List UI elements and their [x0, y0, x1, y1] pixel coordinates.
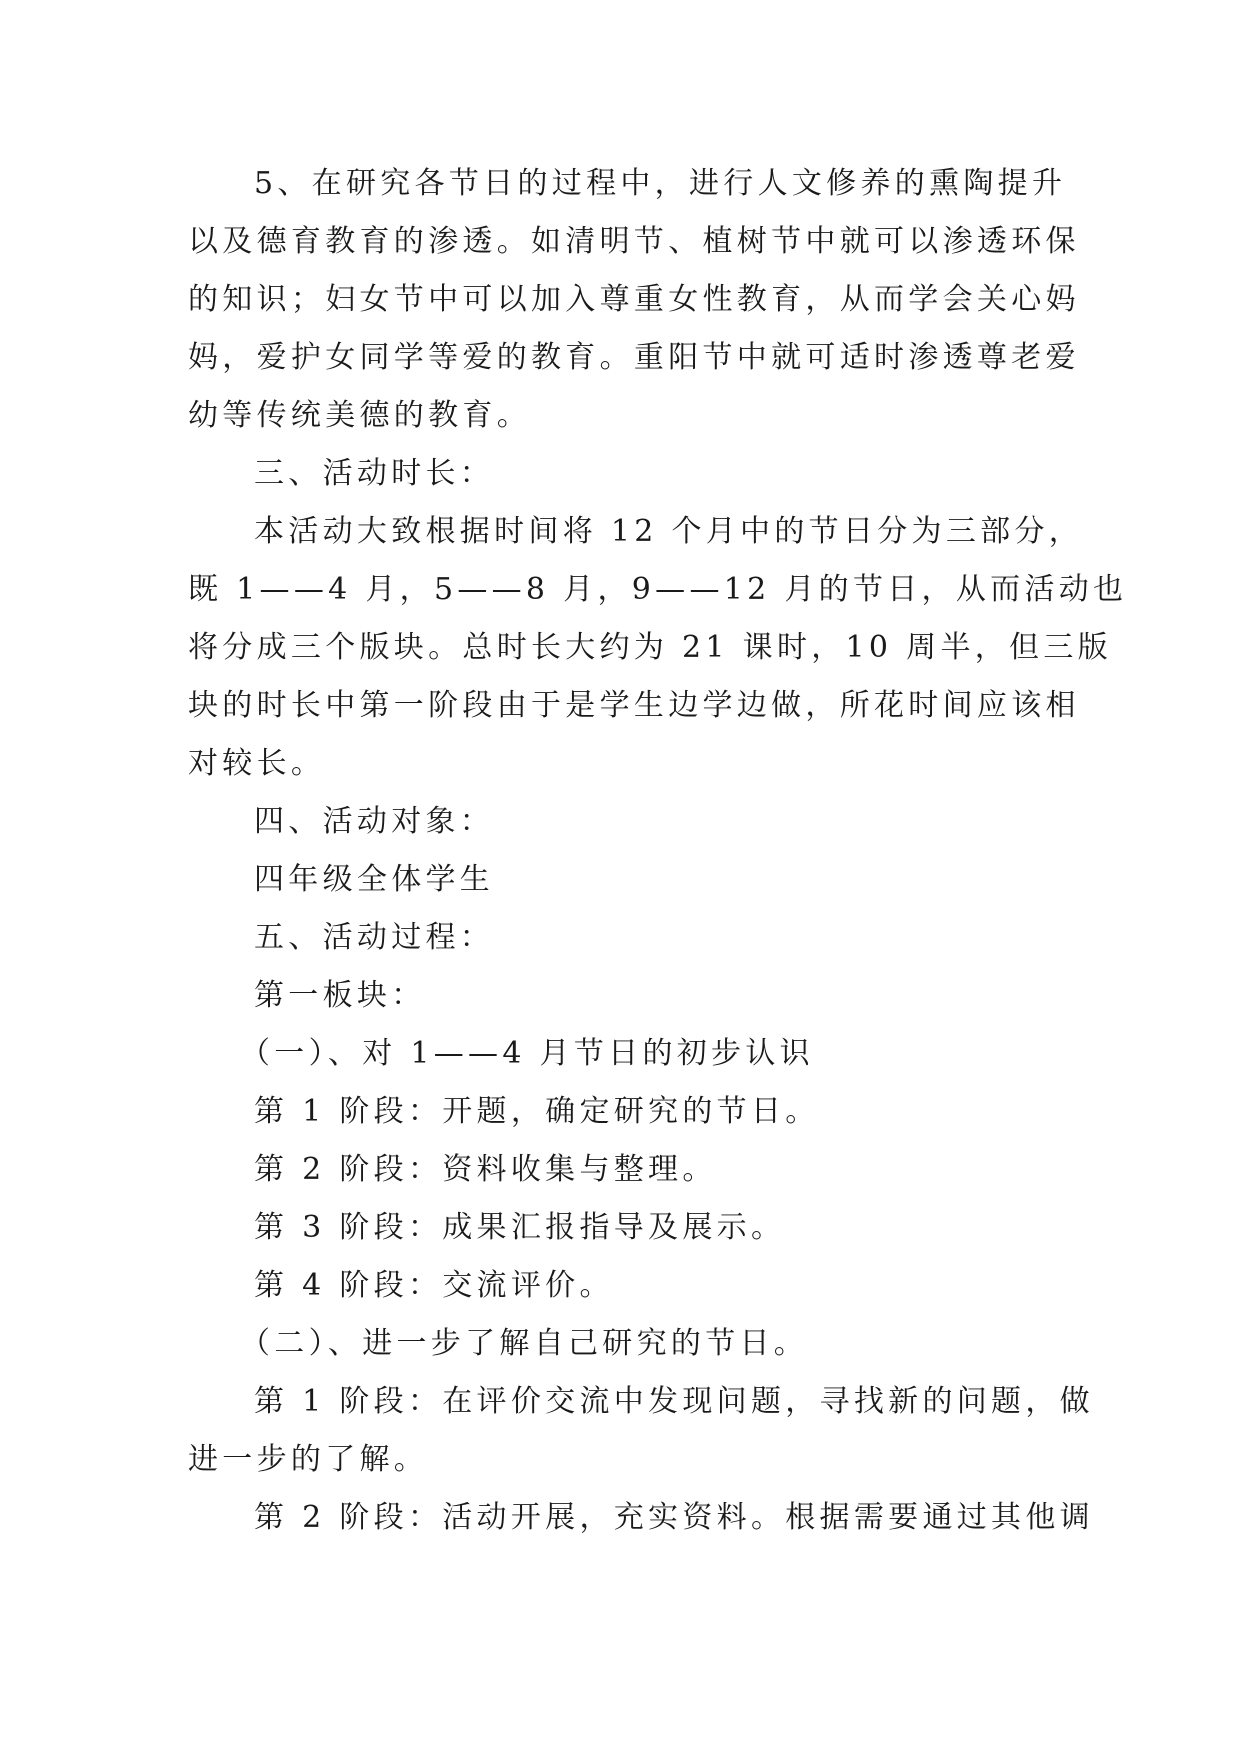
- paragraph-line: 对较长。: [188, 746, 326, 781]
- subsection-heading: 第一板块：: [254, 978, 426, 1013]
- paragraph-line: 以及德育教育的渗透。如清明节、植树节中就可以渗透环保: [188, 224, 1080, 259]
- subsection-heading: （二）、进一步了解自己研究的节日。: [240, 1326, 809, 1361]
- stage-item: 第 3 阶段：成果汇报指导及展示。: [254, 1210, 786, 1245]
- paragraph-line: 块的时长中第一阶段由于是学生边学边做，所花时间应该相: [188, 688, 1080, 723]
- stage-item: 第 2 阶段：资料收集与整理。: [254, 1152, 717, 1187]
- paragraph-line: 既 1——4 月，5——8 月，9——12 月的节日，从而活动也: [188, 572, 1128, 607]
- paragraph-line: 四年级全体学生: [254, 862, 495, 897]
- paragraph-line: 幼等传统美德的教育。: [188, 398, 531, 433]
- section-heading: 三、活动时长：: [254, 456, 495, 491]
- paragraph-line: 将分成三个版块。总时长大约为 21 课时，10 周半，但三版: [188, 630, 1112, 665]
- section-heading: 四、活动对象：: [254, 804, 495, 839]
- section-heading: 五、活动过程：: [254, 920, 495, 955]
- paragraph-line: 5、在研究各节日的过程中，进行人文修养的熏陶提升: [254, 166, 1067, 201]
- document-page: [188, 155, 1128, 1547]
- paragraph-line: 进一步的了解。: [188, 1442, 429, 1477]
- paragraph-line: 妈，爱护女同学等爱的教育。重阳节中就可适时渗透尊老爱: [188, 340, 1080, 375]
- stage-item: 第 4 阶段：交流评价。: [254, 1268, 614, 1303]
- subsection-heading: （一）、对 1——4 月节日的初步认识: [240, 1036, 814, 1071]
- stage-item: 第 1 阶段：开题，确定研究的节日。: [254, 1094, 820, 1129]
- paragraph-line: 本活动大致根据时间将 12 个月中的节日分为三部分，: [254, 514, 1084, 549]
- paragraph-line: 的知识；妇女节中可以加入尊重女性教育，从而学会关心妈: [188, 282, 1080, 317]
- stage-item: 第 1 阶段：在评价交流中发现问题，寻找新的问题，做: [254, 1384, 1094, 1419]
- stage-item: 第 2 阶段：活动开展，充实资料。根据需要通过其他调: [254, 1500, 1094, 1535]
